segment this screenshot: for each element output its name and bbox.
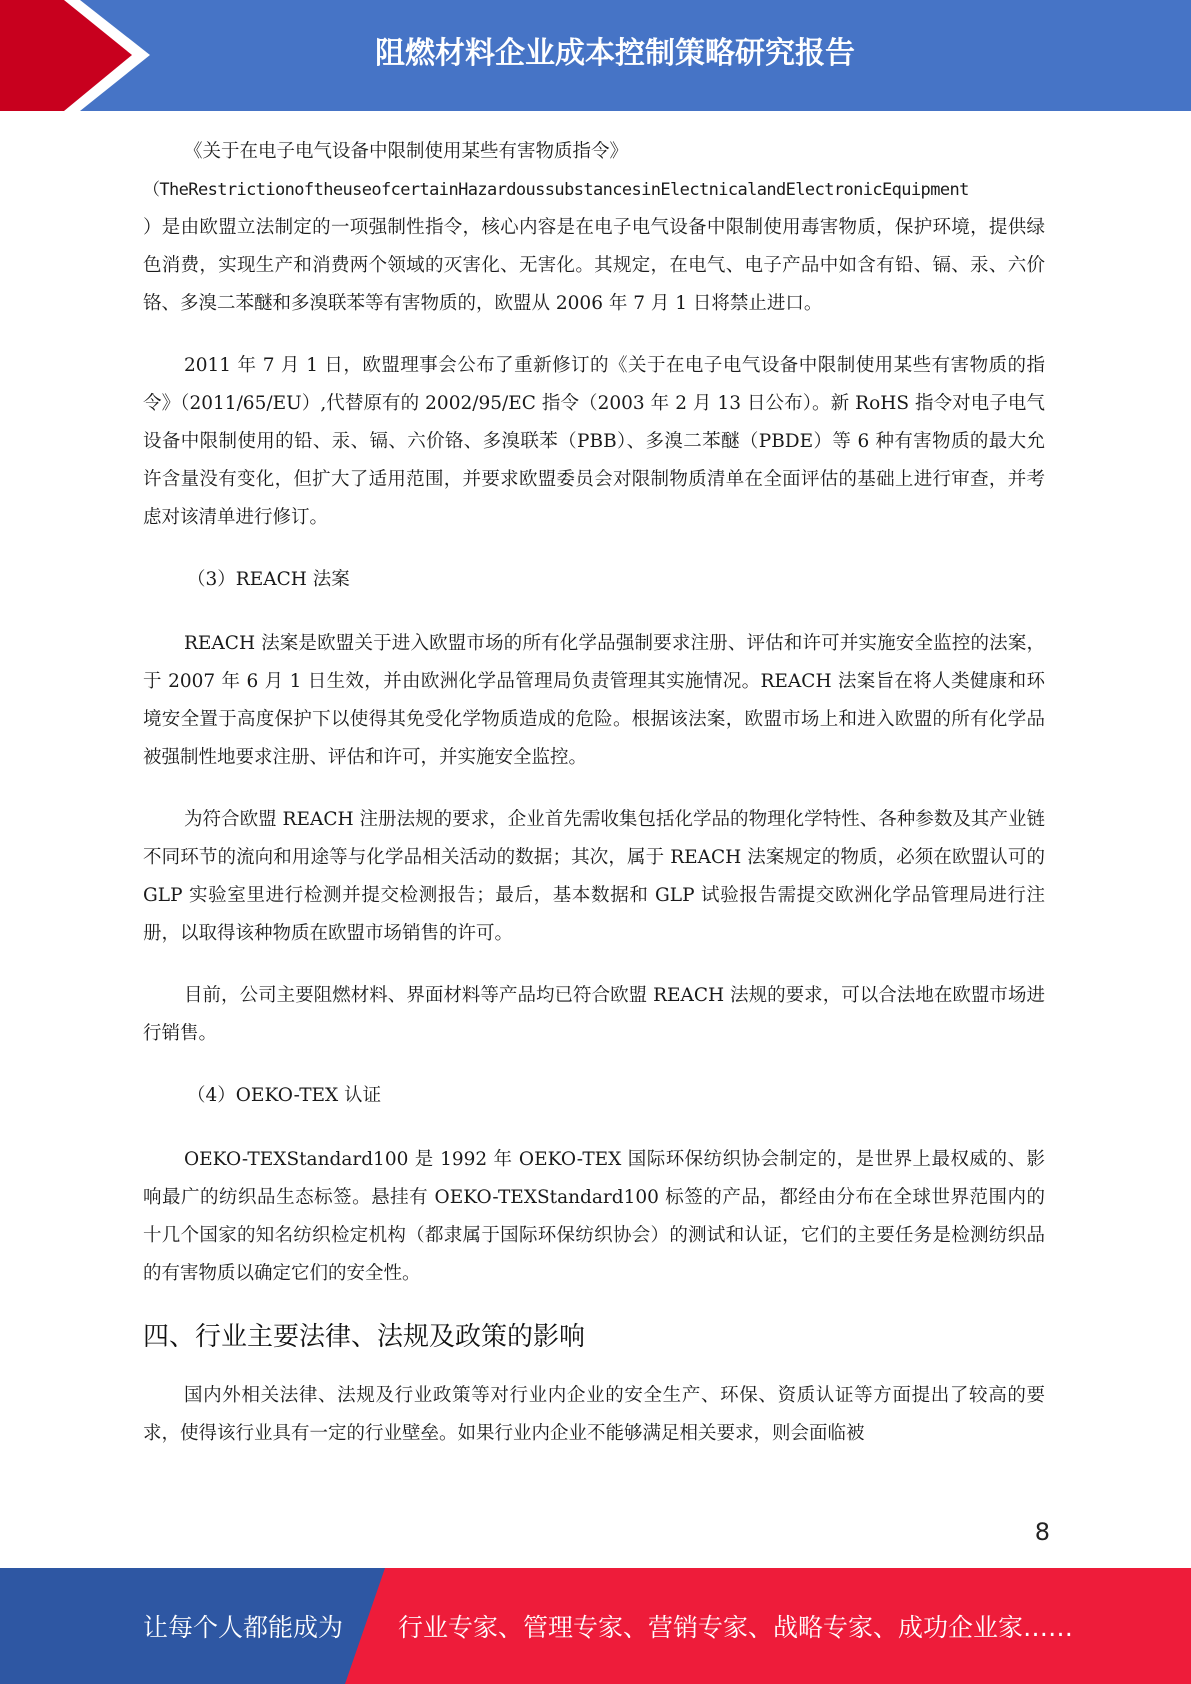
- subheading-oeko-tex: （4）OEKO-TEX 认证: [187, 1085, 382, 1106]
- footer-slogan-left: 让每个人都能成为: [143, 1613, 344, 1642]
- subheading-reach: （3）REACH 法案: [187, 569, 350, 590]
- document-body: [143, 133, 1045, 1477]
- paragraph-rohs-title: 《关于在电子电气设备中限制使用某些有害物质指令》: [184, 141, 629, 162]
- page-footer: [0, 1568, 1191, 1684]
- footer-slogan-right: 行业专家、管理专家、营销专家、战略专家、成功企业家……: [398, 1613, 1074, 1642]
- page-header: [0, 0, 1191, 111]
- section-heading-4: 四、行业主要法律、法规及政策的影响: [143, 1322, 586, 1352]
- paragraph-reach-intro: REACH 法案是欧盟关于进入欧盟市场的所有化学品强制要求注册、评估和许可并实施安全监控的法案，于 2007 年 6 月 1 日生效，并由欧洲化学品管理局负责管理其实施情况。REACH 法案旨在将人类健康和环境安全置于高度保护下以使得其免受化学物质造成的危险。根据该法案，欧盟市场上和进入欧盟的所有化学品被强制性地要求注册、评估和许可，并实施安全监控。: [143, 633, 1045, 768]
- paragraph-reach-requirements: 为符合欧盟 REACH 注册法规的要求，企业首先需收集包括化学品的物理化学特性、各种参数及其产业链不同环节的流向和用途等与化学品相关活动的数据；其次，属于 REACH 法案规定的物质，必须在欧盟认可的 GLP 实验室里进行检测并提交检测报告；最后，基本数据和 GLP 试验报告需提交欧洲化学品管理局进行注册，以取得该种物质在欧盟市场销售的许可。: [143, 809, 1045, 944]
- paragraph-reach-compliance: 目前，公司主要阻燃材料、界面材料等产品均已符合欧盟 REACH 法规的要求，可以合法地在欧盟市场进行销售。: [143, 985, 1045, 1044]
- paragraph-oeko-tex: OEKO-TEXStandard100 是 1992 年 OEKO-TEX 国际环保纺织协会制定的，是世界上最权威的、影响最广的纺织品生态标签。悬挂有 OEKO-TEXStandard100 标签的产品，都经由分布在全球世界范围内的十几个国家的知名纺织检定机构（都隶属于国际环保纺织协会）的测试和认证，它们的主要任务是检测纺织品的有害物质以确定它们的安全性。: [143, 1149, 1045, 1284]
- page-number: 8: [1034, 1518, 1050, 1546]
- paragraph-policy-impact: 国内外相关法律、法规及行业政策等对行业内企业的安全生产、环保、资质认证等方面提出了较高的要求，使得该行业具有一定的行业壁垒。如果行业内企业不能够满足相关要求，则会面临被: [143, 1385, 1045, 1444]
- paragraph-rohs-revision: 2011 年 7 月 1 日，欧盟理事会公布了重新修订的《关于在电子电气设备中限制使用某些有害物质的指令》（2011/65/EU）,代替原有的 2002/95/EC 指令（2003 年 2 月 13 日公布）。新 RoHS 指令对电子电气设备中限制使用的铅、汞、镉、六价铬、多溴联苯（PBB）、多溴二苯醚（PBDE）等 6 种有害物质的最大允许含量没有变化，但扩大了适用范围，并要求欧盟委员会对限制物质清单在全面评估的基础上进行审查，并考虑对该清单进行修订。: [143, 355, 1045, 528]
- report-title: 阻燃材料企业成本控制策略研究报告: [375, 36, 855, 71]
- paragraph-rohs-english: （TheRestrictionoftheuseofcertainHazardoussubstancesinElectnicalandElectronicEquipment: [143, 180, 969, 200]
- paragraph-rohs-body: ）是由欧盟立法制定的一项强制性指令，核心内容是在电子电气设备中限制使用毒害物质，保护环境，提供绿色消费，实现生产和消费两个领域的灭害化、无害化。其规定，在电气、电子产品中如含有铅、镉、汞、六价铬、多溴二苯醚和多溴联苯等有害物质的，欧盟从 2006 年 7 月 1 日将禁止进口。: [143, 217, 1045, 314]
